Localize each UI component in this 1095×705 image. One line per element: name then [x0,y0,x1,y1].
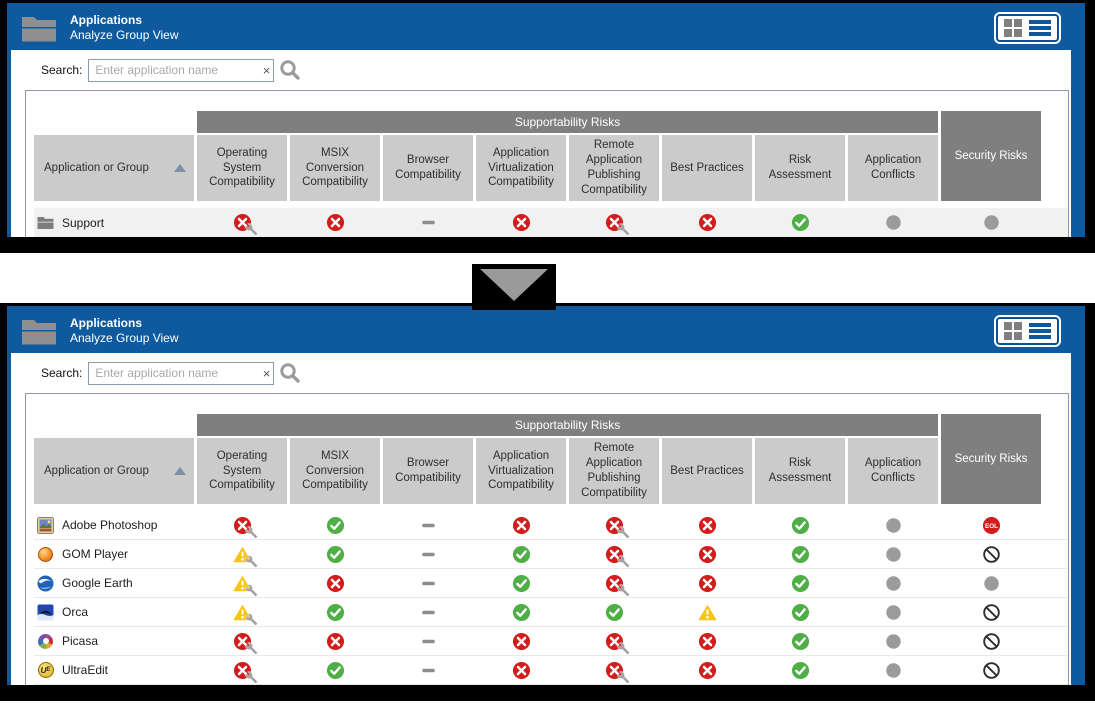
column-header-application-or-group[interactable]: Application or Group [34,438,194,504]
status-fail-icon[interactable] [698,213,717,232]
table-row [34,540,1068,569]
column-header[interactable]: Best Practices [662,135,752,201]
applications-folder-icon [21,14,57,42]
picasa-icon [37,633,54,650]
page-title: Applications [70,316,143,330]
status-fail-wrench-icon[interactable] [233,213,252,232]
status-neutral-icon[interactable] [884,516,903,535]
table-header [34,414,1068,504]
app-name-label: GOM Player [62,547,129,561]
status-pass-icon[interactable] [791,574,810,593]
app-name-label: Adobe Photoshop [62,518,158,532]
status-fail-wrench-icon[interactable] [233,661,252,680]
status-fail-icon[interactable] [512,516,531,535]
status-pass-icon[interactable] [326,603,345,622]
status-pass-icon[interactable] [605,603,624,622]
google-earth-icon [37,575,54,592]
column-header[interactable]: Best Practices [662,438,752,504]
clear-search-icon[interactable]: × [262,62,271,78]
status-warn-wrench-icon[interactable] [233,574,252,593]
status-pass-icon[interactable] [326,661,345,680]
search-label: Search: [41,366,83,380]
list-view-icon[interactable] [1029,20,1051,36]
table-header [34,111,1068,201]
status-pass-icon[interactable] [791,516,810,535]
search-input[interactable] [88,59,274,82]
column-header[interactable]: MSIX Conversion Compatibility [290,135,380,201]
app-name-label: Picasa [62,634,99,648]
column-header[interactable]: Application Virtualization Compatibility [476,135,566,201]
status-neutral-icon[interactable] [884,661,903,680]
status-pass-icon[interactable] [512,574,531,593]
grid-view-icon[interactable] [1004,19,1022,37]
group-header-supportability-risks: Supportability Risks [197,111,938,133]
column-header[interactable]: Operating System Compatibility [197,438,287,504]
transition-gap [0,253,1095,303]
sort-ascending-icon[interactable] [174,467,186,475]
app-name-label: Orca [62,605,89,619]
status-pass-icon[interactable] [326,545,345,564]
status-fail-wrench-icon[interactable] [233,632,252,651]
column-header[interactable]: Application Conflicts [848,135,938,201]
column-header[interactable]: Remote Application Publishing Compatibility [569,438,659,504]
svg-text:EOL: EOL [984,522,998,530]
status-fail-icon[interactable] [326,213,345,232]
status-neutral-icon[interactable] [884,545,903,564]
status-none-icon[interactable] [419,574,438,593]
column-header[interactable]: Application Conflicts [848,438,938,504]
status-fail-icon[interactable] [698,661,717,680]
app-name-label: UltraEdit [62,663,109,677]
status-neutral-icon[interactable] [884,603,903,622]
orca-icon [37,604,54,621]
status-fail-icon[interactable] [512,632,531,651]
app-name-cell[interactable] [34,604,194,621]
page-subtitle: Analyze Group View [70,331,179,345]
search-input[interactable] [88,362,274,385]
page-title: Applications [70,13,143,27]
table-row [34,598,1068,627]
application-window [7,3,1085,237]
status-none-icon[interactable] [419,661,438,680]
status-pass-icon[interactable] [791,661,810,680]
status-none-icon[interactable] [419,632,438,651]
table-row [34,656,1068,685]
search-bar [11,50,1071,90]
status-fail-icon[interactable] [698,516,717,535]
status-pass-icon[interactable] [512,545,531,564]
status-fail-icon[interactable] [512,661,531,680]
group-header-supportability-risks: Supportability Risks [197,414,938,436]
app-name-cell[interactable] [34,662,194,679]
status-fail-wrench-icon[interactable] [605,574,624,593]
table-body [34,511,1068,685]
search-label: Search: [41,63,83,77]
status-eol-icon[interactable] [982,516,1001,535]
app-name-label: Support [62,215,105,230]
status-pass-icon[interactable] [791,603,810,622]
column-header[interactable]: Application Virtualization Compatibility [476,438,566,504]
status-fail-wrench-icon[interactable] [605,213,624,232]
results-area [25,393,1069,685]
status-blocked-icon[interactable] [982,545,1001,564]
status-fail-icon[interactable] [698,545,717,564]
app-name-cell[interactable] [34,633,194,650]
status-neutral-icon[interactable] [884,213,903,232]
status-neutral-icon[interactable] [884,632,903,651]
folder-icon [37,214,54,231]
app-name-cell[interactable] [34,517,194,534]
app-name-cell[interactable] [34,214,194,231]
column-header[interactable]: Risk Assessment [755,438,845,504]
table-body [34,208,1068,237]
view-toggle [996,317,1059,345]
status-blocked-icon[interactable] [982,632,1001,651]
adobe-photoshop-icon [37,517,54,534]
table-row [34,627,1068,656]
title-bar [11,309,1071,353]
status-warn-icon[interactable] [698,603,717,622]
status-fail-icon[interactable] [326,574,345,593]
status-pass-icon[interactable] [326,516,345,535]
column-header[interactable]: Operating System Compatibility [197,135,287,201]
results-area [25,90,1069,237]
search-icon[interactable] [278,58,302,82]
status-fail-icon[interactable] [326,632,345,651]
sort-ascending-icon[interactable] [174,164,186,172]
app-name-cell[interactable] [34,575,194,592]
column-header[interactable]: Risk Assessment [755,135,845,201]
status-none-icon[interactable] [419,545,438,564]
down-arrow-icon [480,269,548,301]
status-pass-icon[interactable] [791,213,810,232]
status-fail-icon[interactable] [512,213,531,232]
list-view-icon[interactable] [1029,323,1051,339]
status-blocked-icon[interactable] [982,603,1001,622]
app-name-cell[interactable] [34,546,194,563]
status-warn-wrench-icon[interactable] [233,603,252,622]
status-neutral-icon[interactable] [982,574,1001,593]
column-header[interactable]: Browser Compatibility [383,438,473,504]
screenshot-panel [0,303,1095,701]
status-pass-icon[interactable] [512,603,531,622]
search-bar [11,353,1071,393]
status-fail-icon[interactable] [698,632,717,651]
status-fail-wrench-icon[interactable] [605,661,624,680]
status-none-icon[interactable] [419,516,438,535]
column-header-security-risks[interactable]: Security Risks [941,414,1041,504]
status-blocked-icon[interactable] [982,661,1001,680]
application-window [7,306,1085,685]
search-icon[interactable] [278,361,302,385]
clear-search-icon[interactable]: × [262,365,271,381]
table-row [34,569,1068,598]
status-neutral-icon[interactable] [982,213,1001,232]
status-pass-icon[interactable] [791,545,810,564]
status-fail-wrench-icon[interactable] [605,632,624,651]
grid-view-icon[interactable] [1004,322,1022,340]
status-none-icon[interactable] [419,603,438,622]
status-pass-icon[interactable] [791,632,810,651]
status-neutral-icon[interactable] [884,574,903,593]
column-header-security-risks[interactable]: Security Risks [941,111,1041,201]
ultraedit-icon: U E [37,662,54,679]
status-none-icon[interactable] [419,213,438,232]
applications-folder-icon [21,317,57,345]
status-warn-wrench-icon[interactable] [233,545,252,564]
status-fail-wrench-icon[interactable] [605,545,624,564]
gom-player-icon [37,546,54,563]
table-row [34,208,1068,237]
status-fail-wrench-icon[interactable] [233,516,252,535]
screenshot-panel [0,0,1095,253]
app-name-label: Google Earth [62,576,133,590]
down-arrow [472,264,556,310]
title-bar [11,6,1071,50]
column-header[interactable]: MSIX Conversion Compatibility [290,438,380,504]
status-fail-wrench-icon[interactable] [605,516,624,535]
page-subtitle: Analyze Group View [70,28,179,42]
status-fail-icon[interactable] [698,574,717,593]
table-row [34,511,1068,540]
column-header-application-or-group[interactable]: Application or Group [34,135,194,201]
column-header[interactable]: Remote Application Publishing Compatibility [569,135,659,201]
column-header[interactable]: Browser Compatibility [383,135,473,201]
view-toggle [996,14,1059,42]
